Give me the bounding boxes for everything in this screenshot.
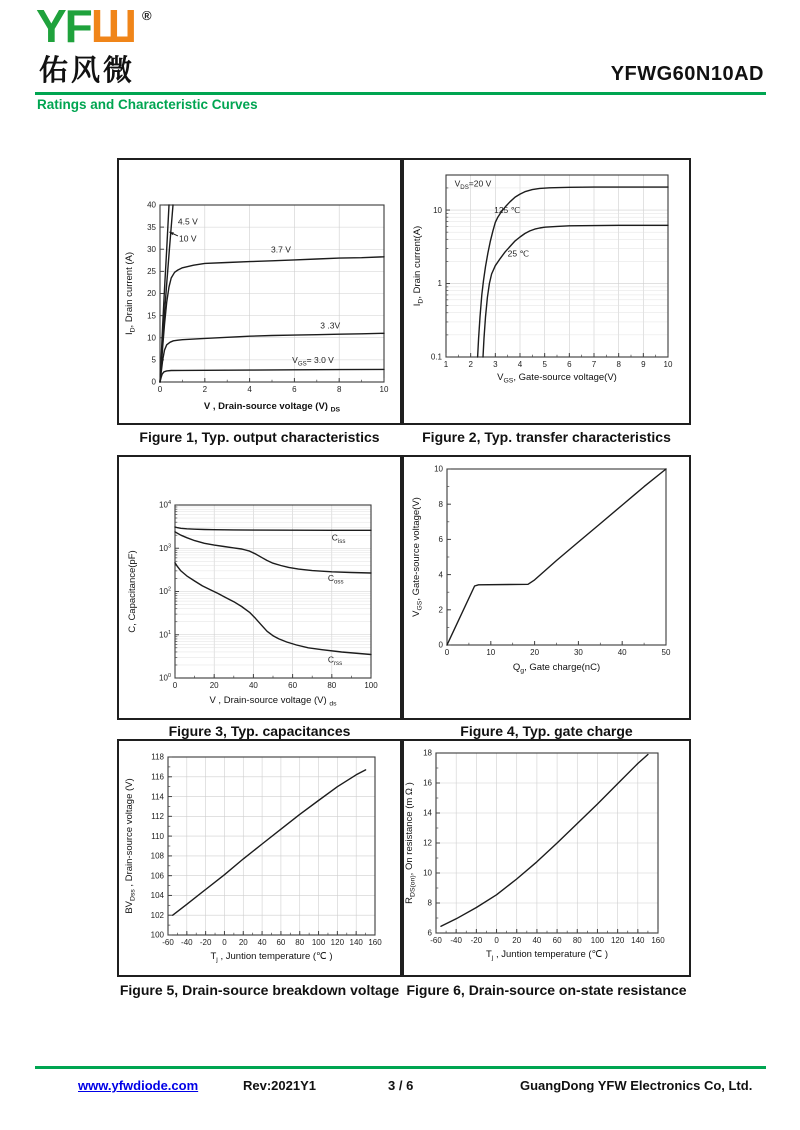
svg-text:30: 30 [147,244,156,254]
svg-text:20: 20 [530,648,540,657]
svg-text:102: 102 [150,910,164,920]
svg-text:Coss: $C_{oss}$ [327,573,344,586]
svg-text:8: 8 [616,360,621,369]
svg-text:Crss: $C_{rss}$ [327,654,343,667]
svg-text:6: 6 [567,360,572,369]
svg-text:5: 5 [151,355,156,365]
figure-6-chart [404,741,689,975]
svg-text:108: 108 [150,851,164,861]
figure-5-caption: Figure 5, Drain-source breakdown voltage [119,982,400,998]
section-title: Ratings and Characteristic Curves [37,97,258,112]
svg-text:10: 10 [434,464,443,474]
svg-text:0: 0 [438,640,443,650]
svg-text:40: 40 [257,938,267,947]
svg-text:40: 40 [532,936,542,945]
svg-text:-40: -40 [450,936,462,945]
svg-text:3: 3 [493,360,498,369]
svg-text:100: $10^0$ [159,673,171,683]
svg-text:VGS= 3.0 V: $V_{GS}= 3.0$ V [292,354,334,368]
svg-text:V , Drain-source voltage (V) D: V , Drain-source voltage (V) $_{DS}$ [203,401,341,414]
svg-text:2: 2 [202,385,208,394]
svg-text:40: 40 [248,681,258,690]
yfw-logo [36,2,135,50]
svg-text:2: 2 [438,605,443,615]
svg-text:140: 140 [349,938,363,947]
svg-text:100: 100 [364,681,378,690]
figure-4-caption: Figure 4, Typ. gate charge [460,723,633,739]
svg-text:C, Capacitance(pF): C, Capacitance(pF) [127,550,138,633]
svg-text:BVDss , Drain-source voltage (: $BV_{Dss}$ , Drain-source voltage (V) [124,778,137,914]
svg-text:60: 60 [276,938,286,947]
logo-w-glyph: Ш [90,0,136,52]
svg-text:VGS, Gate-source voltage(V): $V_{GS}$, Gate-source voltage(V) [411,497,424,617]
figure-6-panel [402,739,691,977]
svg-text:Tj , Juntion temperature (℃ ): $T_j$ , Juntion temperature (℃ ) [485,949,609,962]
svg-text:80: 80 [572,936,582,945]
svg-text:2: 2 [468,360,473,369]
company-name: GuangDong YFW Electronics Co, Ltd. [520,1078,753,1093]
svg-text:104: $10^4$ [159,500,171,510]
svg-text:25: 25 [147,267,156,277]
svg-text:0: 0 [151,377,156,387]
svg-text:0.1: 0.1 [430,352,442,362]
svg-text:VDS=20 V: $V_{DS}=20$ V [454,178,492,191]
svg-text:10 V: 10 V [179,233,197,244]
figure-2-panel [402,158,691,425]
figure-4-panel [402,455,691,720]
svg-text:9: 9 [641,360,646,369]
svg-text:Tj , Juntion temperature (℃ ): $T_j$ , Juntion temperature (℃ ) [210,951,333,964]
svg-text:1: 1 [437,279,442,289]
revision-label: Rev:2021Y1 [243,1078,316,1093]
svg-text:102: $10^2$ [159,586,171,597]
svg-text:3.7 V: 3.7 V [271,244,291,255]
svg-text:18: 18 [423,748,432,758]
svg-text:5: 5 [542,360,547,369]
part-number: YFWG60N10AD [610,63,764,85]
svg-text:0: 0 [494,936,499,945]
svg-text:80: 80 [327,681,337,690]
svg-text:35: 35 [147,222,156,232]
svg-text:4: 4 [438,570,443,580]
svg-text:-60: -60 [430,936,442,945]
svg-text:104: 104 [150,891,164,901]
svg-text:60: 60 [552,936,562,945]
svg-text:125 ℃: 125 ℃ [494,205,521,216]
svg-text:25 ℃: 25 ℃ [507,248,530,259]
footer-divider [35,1066,766,1069]
svg-text:20: 20 [147,289,156,299]
svg-text:3 .3V: 3 .3V [320,320,341,331]
svg-text:8: 8 [336,385,342,394]
svg-text:20: 20 [209,681,219,690]
header-divider [35,92,766,95]
svg-text:-40: -40 [181,938,193,947]
svg-text:16: 16 [423,778,432,788]
svg-text:120: 120 [330,938,345,947]
svg-text:0: 0 [172,681,178,690]
svg-text:4: 4 [247,385,252,394]
svg-text:V , Drain-source voltage (V): V , Drain-source voltage (V) $_{ds}$ [209,695,337,708]
svg-text:40: 40 [147,200,156,210]
figure-3-panel [117,455,402,720]
website-link[interactable]: www.yfwdiode.com [78,1078,199,1093]
svg-text:6: 6 [438,535,443,545]
svg-text:8: 8 [438,499,443,509]
svg-text:100: 100 [311,938,326,947]
figure-6-caption: Figure 6, Drain-source on-state resistance [406,982,687,998]
svg-text:100: 100 [590,936,605,945]
svg-text:106: 106 [150,871,164,881]
svg-text:12: 12 [423,838,432,848]
svg-text:100: 100 [150,930,164,940]
svg-text:0: 0 [157,385,163,394]
figure-5-chart [119,741,400,975]
svg-text:110: 110 [151,831,164,841]
figure-1-caption: Figure 1, Typ. output characteristics [139,429,380,445]
svg-text:20: 20 [512,936,522,945]
logo-chinese-text: 佑风微 [39,55,136,87]
svg-text:7: 7 [591,360,597,369]
svg-text:6: 6 [427,928,432,938]
figure-1-panel [117,158,402,425]
svg-text:Ciss: $C_{iss}$ [331,532,346,546]
svg-text:6: 6 [292,385,297,394]
svg-text:80: 80 [295,938,305,947]
figure-2-chart [404,160,689,423]
figure-3-caption: Figure 3, Typ. capacitances [168,723,351,739]
svg-text:14: 14 [423,808,432,818]
svg-text:103: $10^3$ [159,543,171,553]
svg-text:RDS(on), On resistance (m Ω ): $R_{DS(on)}$, On resistance (m Ω ) [404,782,417,904]
figure-2-caption: Figure 2, Typ. transfer characteristics [422,429,671,445]
svg-text:20: 20 [238,938,248,947]
figure-3-chart [119,457,400,718]
figure-5-panel [117,739,402,977]
logo-yf-text: YF [36,0,91,52]
svg-text:30: 30 [573,648,583,657]
svg-text:116: 116 [151,772,164,782]
svg-text:120: 120 [610,936,625,945]
svg-text:160: 160 [651,936,665,945]
svg-text:0: 0 [222,938,227,947]
svg-text:60: 60 [288,681,298,690]
svg-text:101: $10^1$ [159,629,171,640]
svg-text:ID, Drain current(A): $I_D$, Drain current(A) [412,225,425,307]
svg-text:4: 4 [517,360,523,369]
svg-text:15: 15 [147,311,156,321]
registered-mark-icon: ® [142,8,152,23]
svg-text:50: 50 [661,648,671,657]
svg-text:10: 10 [379,385,389,394]
svg-text:-60: -60 [162,938,174,947]
svg-text:114: 114 [151,792,164,802]
svg-text:Qg, Gate charge(nC): $Q_g$, Gate charge(nC) [512,662,601,675]
figure-1-chart [119,160,400,423]
svg-text:140: 140 [631,936,645,945]
svg-text:10: 10 [147,333,156,343]
svg-text:10: 10 [663,360,673,369]
svg-text:112: 112 [151,812,164,822]
svg-text:10: 10 [433,205,442,215]
svg-text:4.5 V: 4.5 V [177,216,198,227]
svg-text:VGS, Gate-source voltage(V): $V_{GS}$, Gate-source voltage(V) [497,372,617,385]
svg-text:10: 10 [423,868,432,878]
svg-text:10: 10 [486,648,496,657]
svg-text:-20: -20 [199,938,212,947]
svg-text:8: 8 [427,898,432,908]
svg-text:0: 0 [444,648,450,657]
svg-text:-20: -20 [470,936,483,945]
svg-text:1: 1 [443,360,449,369]
figure-4-chart [404,457,689,718]
svg-text:40: 40 [617,648,627,657]
svg-text:160: 160 [368,938,382,947]
svg-text:ID, Drain current (A): $I_D$, Drain current (A) [124,251,137,336]
svg-text:118: 118 [151,752,164,762]
page-indicator: 3 / 6 [388,1078,414,1093]
